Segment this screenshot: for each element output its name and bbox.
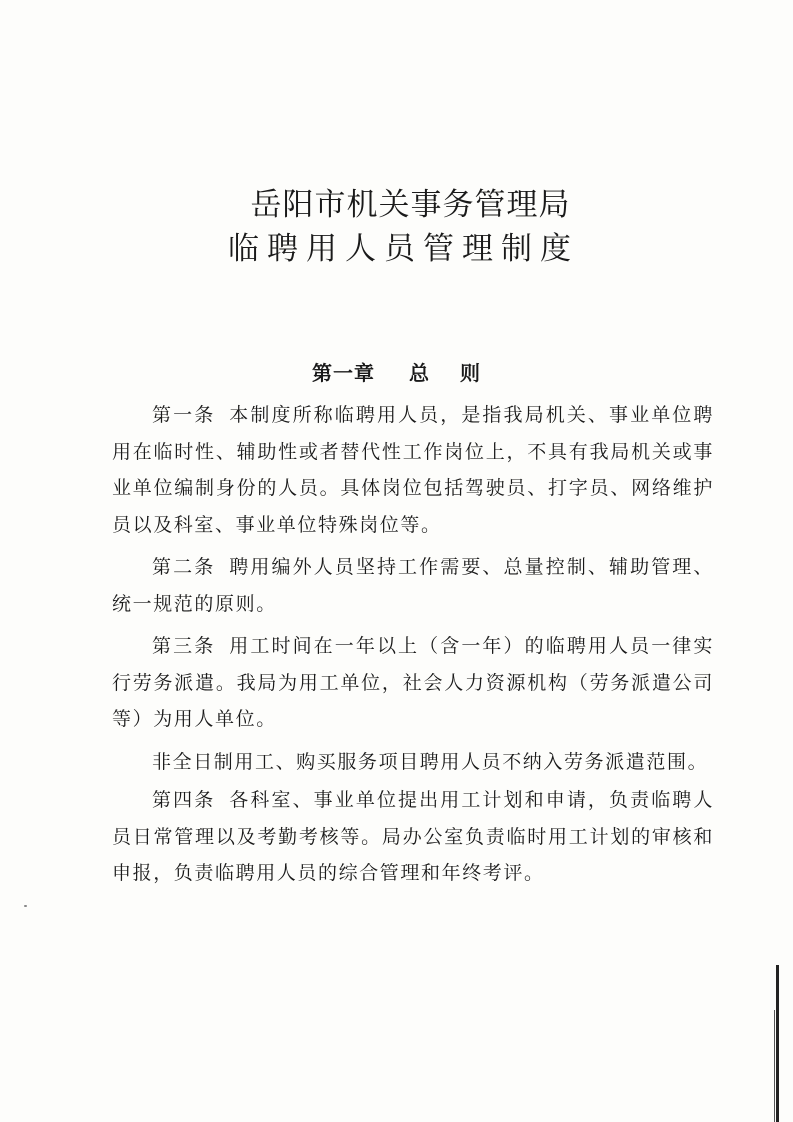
article-paragraph [112, 628, 714, 738]
article-text: 用工时间在一年以上（含一年）的临聘用人员一律实行劳务派遣。我局为用工单位，社会人力资源机构（劳务派遣公司等）为用人单位。 [112, 635, 714, 730]
article-number: 第四条 [152, 789, 216, 811]
scan-edge-shadow [776, 965, 779, 1122]
scan-speck [24, 905, 27, 907]
article-paragraph [112, 397, 714, 543]
document-title [0, 184, 793, 272]
chapter-title: 总 则 [409, 361, 481, 385]
supplementary-paragraph [112, 744, 714, 781]
paragraph-text: 非全日制用工、购买服务项目聘用人员不纳入劳务派遣范围。 [152, 750, 709, 773]
chapter-number: 第一章 [312, 361, 376, 385]
title-line-subject: 临聘用人员管理制度 [228, 231, 579, 267]
article-number: 第三条 [152, 635, 216, 657]
scan-edge-shadow-inner [774, 1010, 775, 1122]
chapter-heading [0, 357, 793, 386]
article-text: 本制度所称临聘用人员，是指我局机关、事业单位聘用在临时性、辅助性或者替代性工作岗位上，不具有我局机关或事业单位编制身份的人员。具体岗位包括驾驶员、打字员、网络维护员以及科室、事业单位特殊岗位等。 [112, 404, 714, 536]
article-paragraph [112, 549, 714, 622]
title-line-organization: 岳阳市机关事务管理局 [250, 187, 571, 223]
article-number: 第二条 [152, 556, 216, 578]
document-body [112, 397, 714, 892]
article-text: 聘用编外人员坚持工作需要、总量控制、辅助管理、统一规范的原则。 [112, 556, 714, 615]
article-number: 第一条 [152, 404, 216, 426]
article-text: 各科室、事业单位提出用工计划和申请，负责临聘人员日常管理以及考勤考核等。局办公室负责临时用工计划的审核和申报，负责临聘用人员的综合管理和年终考评。 [112, 789, 714, 884]
article-paragraph [112, 782, 714, 892]
